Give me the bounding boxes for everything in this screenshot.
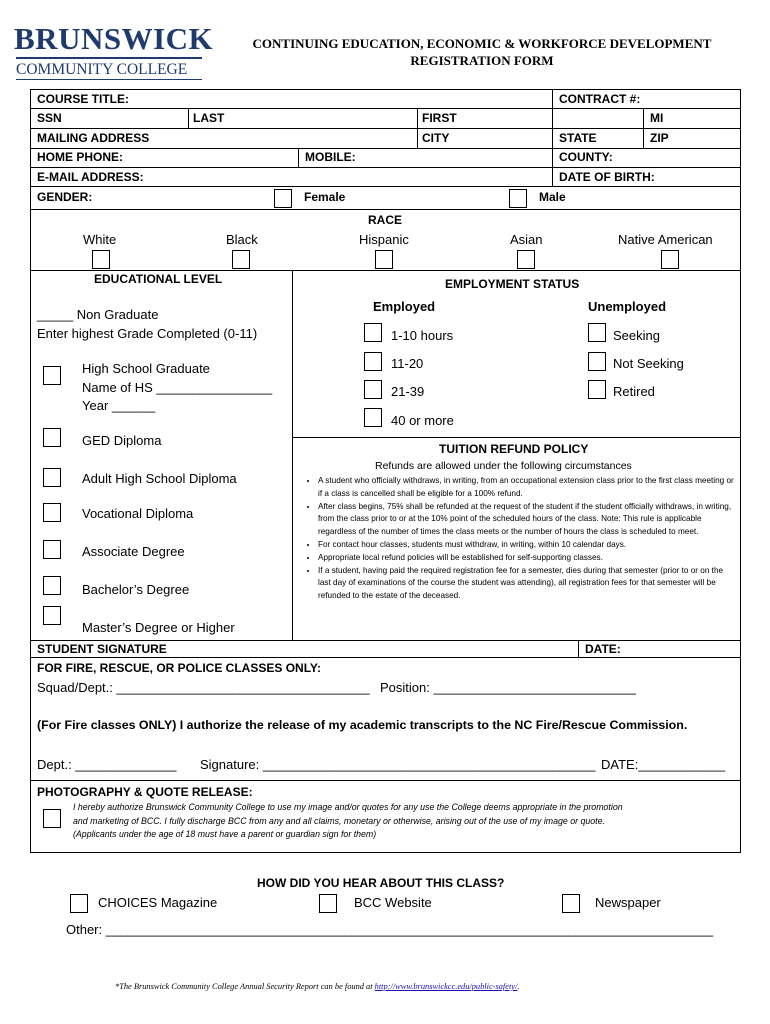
squad-field[interactable]: Squad/Dept.: ___________________________________ (37, 680, 370, 695)
photo-release-line: and marketing of BCC. I fully discharge BCC from any and all claims, monetary or otherwise, arising out of the use of my image or quote. (73, 815, 605, 826)
newspaper-label: Newspaper (595, 895, 661, 910)
section-rule (292, 270, 293, 641)
vocational-checkbox[interactable] (43, 503, 61, 522)
course-title-label[interactable]: COURSE TITLE: (37, 92, 129, 106)
fire-authorize-text: (For Fire classes ONLY) I authorize the release of my academic transcripts to the NC Fire/Rescue Commission. (37, 718, 688, 732)
state-label[interactable]: STATE (559, 131, 597, 145)
bcc-website-label: BCC Website (354, 895, 432, 910)
highest-grade-label: Enter highest Grade Completed (0-11) (37, 326, 258, 341)
refund-title: TUITION REFUND POLICY (439, 442, 589, 456)
grid-rule (30, 209, 741, 210)
hours-21-39-checkbox[interactable] (364, 380, 382, 399)
student-signature-label[interactable]: STUDENT SIGNATURE (37, 642, 167, 656)
adult-hs-checkbox[interactable] (43, 468, 61, 487)
female-label: Female (304, 190, 346, 204)
section-rule (292, 437, 741, 438)
contract-label[interactable]: CONTRACT #: (559, 92, 641, 106)
hours-11-20-checkbox[interactable] (364, 352, 382, 371)
hs-graduate-label: High School Graduate (82, 361, 210, 376)
seeking-label: Seeking (613, 328, 660, 343)
refund-list (300, 475, 736, 603)
choices-magazine-label: CHOICES Magazine (98, 895, 218, 910)
non-graduate-field[interactable]: _____ Non Graduate (37, 307, 159, 322)
not-seeking-checkbox[interactable] (588, 352, 606, 371)
race-hispanic-checkbox[interactable] (375, 250, 393, 269)
race-native-american-checkbox[interactable] (661, 250, 679, 269)
grid-rule (552, 89, 553, 186)
first-name-label[interactable]: FIRST (422, 111, 457, 125)
fire-dept-field[interactable]: Dept.: ______________ (37, 757, 177, 772)
race-native-american-label: Native American (618, 232, 713, 247)
section-rule (30, 657, 741, 658)
hours-21-39-label: 21-39 (391, 384, 425, 399)
bachelor-label: Bachelor’s Degree (82, 582, 190, 597)
refund-item: • A student who officially withdraws, in writing, from an occupational extension class prior to the first class meeting or if a class is cancelled shall be eligible for a 100% refund. (318, 475, 736, 501)
grid-rule (30, 148, 741, 149)
footer-note (115, 982, 519, 991)
photo-release-checkbox[interactable] (43, 809, 61, 828)
logo-subname: COMMUNITY COLLEGE (16, 60, 188, 78)
logo (14, 21, 214, 78)
choices-magazine-checkbox[interactable] (70, 894, 88, 913)
race-asian-checkbox[interactable] (517, 250, 535, 269)
newspaper-checkbox[interactable] (562, 894, 580, 913)
photo-title: PHOTOGRAPHY & QUOTE RELEASE: (37, 785, 253, 799)
ged-label: GED Diploma (82, 433, 162, 448)
logo-name: BRUNSWICK (14, 21, 214, 56)
female-checkbox[interactable] (274, 189, 292, 208)
photo-release-line: I hereby authorize Brunswick Community College to use my image and/or quotes for any use the College deems appropriate in the promotion (73, 802, 623, 812)
race-asian-label: Asian (510, 232, 543, 247)
ged-checkbox[interactable] (43, 428, 61, 447)
grid-rule (30, 167, 741, 168)
photo-release-text (73, 801, 623, 842)
photo-release-line: (Applicants under the age of 18 must have a parent or guardian sign for them) (73, 829, 377, 839)
signature-date-label[interactable]: DATE: (585, 642, 621, 656)
retired-checkbox[interactable] (588, 380, 606, 399)
race-hispanic-label: Hispanic (359, 232, 409, 247)
associate-label: Associate Degree (82, 544, 185, 559)
bachelor-checkbox[interactable] (43, 576, 61, 595)
hs-year-field[interactable]: Year ______ (82, 398, 156, 413)
male-checkbox[interactable] (509, 189, 527, 208)
hours-1-10-checkbox[interactable] (364, 323, 382, 342)
dob-label[interactable]: DATE OF BIRTH: (559, 170, 655, 184)
grid-rule (30, 108, 741, 109)
fire-title: FOR FIRE, RESCUE, OR POLICE CLASSES ONLY: (37, 661, 322, 675)
refund-item: • For contact hour classes, students must withdraw, in writing, within 10 calendar days. (318, 539, 736, 552)
position-field[interactable]: Position: ____________________________ (380, 680, 636, 695)
vocational-label: Vocational Diploma (82, 506, 194, 521)
hours-40-plus-checkbox[interactable] (364, 408, 382, 427)
zip-label[interactable]: ZIP (650, 131, 669, 145)
form-title (212, 35, 752, 69)
male-label: Male (539, 190, 566, 204)
race-black-checkbox[interactable] (232, 250, 250, 269)
retired-label: Retired (613, 384, 655, 399)
section-rule (578, 640, 579, 657)
county-label[interactable]: COUNTY: (559, 150, 613, 164)
gender-label: GENDER: (37, 190, 93, 204)
home-phone-label[interactable]: HOME PHONE: (37, 150, 124, 164)
race-title: RACE (368, 213, 403, 227)
ssn-label[interactable]: SSN (37, 111, 62, 125)
employment-title: EMPLOYMENT STATUS (445, 277, 580, 291)
grid-rule (417, 108, 418, 148)
hs-graduate-checkbox[interactable] (43, 366, 61, 385)
not-seeking-label: Not Seeking (613, 356, 684, 371)
hours-11-20-label: 11-20 (391, 356, 424, 371)
last-name-label[interactable]: LAST (193, 111, 225, 125)
hs-name-field[interactable]: Name of HS ________________ (82, 380, 273, 395)
race-white-label: White (83, 232, 117, 247)
mailing-address-label[interactable]: MAILING ADDRESS (37, 131, 150, 145)
security-report-link[interactable]: http://www.brunswickcc.edu/public-safety/ (374, 982, 518, 991)
mi-label[interactable]: MI (650, 111, 664, 125)
grid-rule (30, 186, 741, 187)
form-title-line1: CONTINUING EDUCATION, ECONOMIC & WORKFORCE DEVELOPMENT (252, 36, 712, 51)
unemployed-heading: Unemployed (588, 299, 667, 314)
logo-divider (16, 57, 202, 59)
employed-heading: Employed (373, 299, 436, 314)
mobile-label[interactable]: MOBILE: (305, 150, 356, 164)
race-white-checkbox[interactable] (92, 250, 110, 269)
grid-rule (30, 128, 741, 129)
refund-item: • After class begins, 75% shall be refunded at the request of the student if the student officially withdraws, in writing, from the class prior to or at the 10% point of the scheduled hours of the class. Note: This rule is applicable regardless of the number of times the class meets or the number of hours the class is scheduled to meet. (318, 501, 736, 539)
footer-end: . (517, 982, 520, 991)
other-field[interactable]: Other: ____________________________________________________________________________________ (66, 922, 714, 937)
refund-subtitle: Refunds are allowed under the following circumstances (375, 460, 632, 472)
seeking-checkbox[interactable] (588, 323, 606, 342)
grid-rule (298, 148, 299, 167)
master-label: Master’s Degree or Higher (82, 620, 235, 635)
refund-item: • Appropriate local refund policies will be established for self-supporting classes. (318, 552, 736, 565)
city-label[interactable]: CITY (422, 131, 450, 145)
hours-40-plus-label: 40 or more (391, 413, 454, 428)
associate-checkbox[interactable] (43, 540, 61, 559)
bcc-website-checkbox[interactable] (319, 894, 337, 913)
email-label[interactable]: E-MAIL ADDRESS: (37, 170, 144, 184)
hear-title: HOW DID YOU HEAR ABOUT THIS CLASS? (257, 876, 505, 890)
education-title: EDUCATIONAL LEVEL (94, 272, 223, 286)
footer-text: *The Brunswick Community College Annual Security Report can be found at (115, 982, 375, 991)
logo-underline (16, 79, 202, 81)
form-title-line2: REGISTRATION FORM (410, 53, 554, 68)
grid-rule (188, 108, 189, 128)
hours-1-10-label: 1-10 hours (391, 328, 454, 343)
refund-item: • If a student, having paid the required registration fee for a semester, dies during that semester (prior to or on the last day of examinations of the course the student was attending), all registration fees for that semester will be refunded to the estate of the deceased. (318, 565, 736, 603)
adult-hs-label: Adult High School Diploma (82, 471, 237, 486)
race-black-label: Black (226, 232, 258, 247)
master-checkbox[interactable] (43, 606, 61, 625)
grid-rule (643, 108, 644, 148)
fire-date-field[interactable]: DATE:____________ (601, 757, 726, 772)
fire-signature-field[interactable]: Signature: ______________________________________________ (200, 757, 596, 772)
